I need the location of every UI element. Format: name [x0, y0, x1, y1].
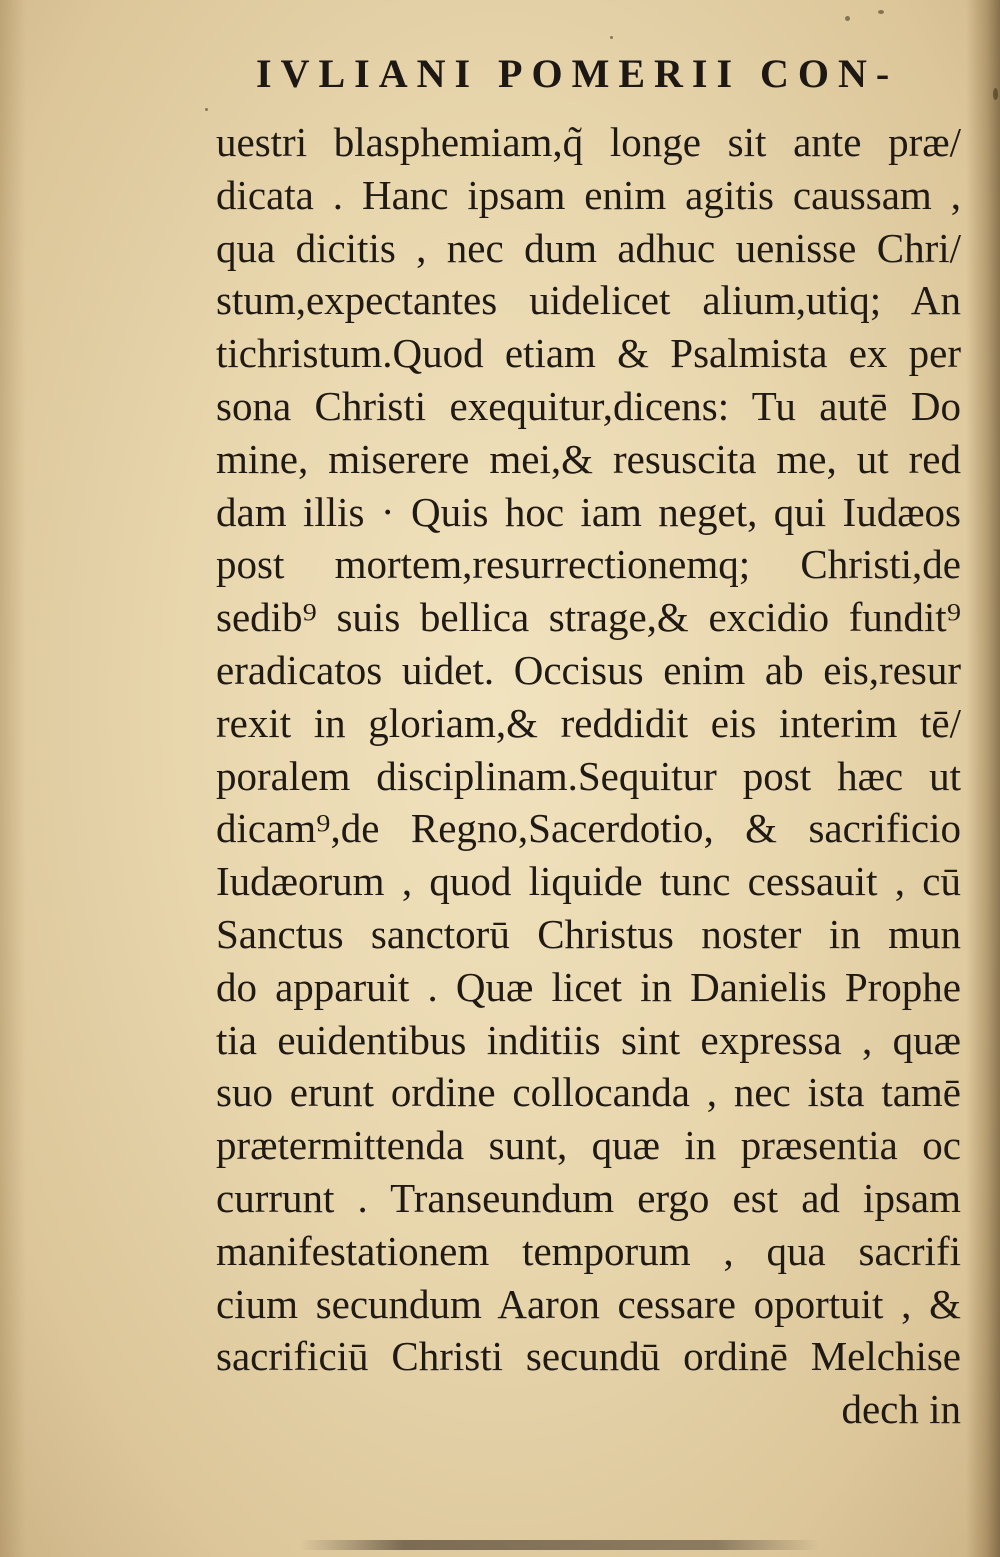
text-line: Sanctus sanctorū Christus noster in mun — [216, 910, 961, 957]
ink-speck — [845, 16, 850, 21]
bottom-edge-band — [300, 1540, 820, 1550]
page-right-shadow — [966, 0, 1000, 1557]
text-line: tichristum.Quod etiam & Psalmista ex per — [216, 330, 961, 377]
page-left-shadow — [0, 0, 26, 1557]
text-line: qua dicitis , nec dum adhuc uenisse Chri/ — [216, 224, 961, 271]
ink-speck — [610, 36, 613, 39]
text-line: do apparuit . Quæ licet in Danielis Prophe — [216, 963, 961, 1010]
text-line: manifestationem temporum , qua sacrifi — [216, 1227, 961, 1274]
text-line: poralem disciplinam.Sequitur post hæc ut — [216, 752, 961, 799]
text-line: suo erunt ordine collocanda , nec ista tamē — [216, 1069, 961, 1116]
text-line: post mortem,resurrectionemq; Christi,de — [216, 541, 961, 588]
text-line: Iudæorum , quod liquide tunc cessauit , cū — [216, 858, 961, 905]
text-line: stum,expectantes uidelicet alium,utiq; An — [216, 277, 961, 324]
ink-speck — [993, 88, 998, 100]
body-text — [216, 116, 961, 1436]
running-head: IVLIANI POMERII CON- — [256, 51, 899, 96]
text-line: sona Christi exequitur,dicens: Tu autē Do — [216, 382, 961, 429]
ink-speck — [205, 108, 208, 111]
text-line: sedib⁹ suis bellica strage,& excidio fundit⁹ — [216, 594, 961, 641]
text-line: dam illis · Quis hoc iam neget, qui Iudæos — [216, 488, 961, 535]
text-line: dicam⁹,de Regno,Sacerdotio, & sacrificio — [216, 805, 961, 852]
text-line: eradicatos uidet. Occisus enim ab eis,resur — [216, 646, 961, 693]
text-line: currunt . Transeundum ergo est ad ipsam — [216, 1174, 961, 1221]
text-line: uestri blasphemiam,q̃ longe sit ante præ/ — [216, 119, 961, 165]
catchword: dech in — [841, 1386, 961, 1433]
text-line: prætermittenda sunt, quæ in præsentia oc — [216, 1122, 961, 1169]
text-line: cium secundum Aaron cessare oportuit , & — [216, 1280, 961, 1327]
text-line: dicata . Hanc ipsam enim agitis caussam , — [216, 171, 961, 218]
ink-speck — [878, 10, 884, 14]
text-line: mine, miserere mei,& resuscita me, ut red — [216, 435, 961, 482]
text-line: tia euidentibus inditiis sint expressa , quæ — [216, 1016, 961, 1063]
text-line: sacrificiū Christi secundū ordinē Melchise — [216, 1333, 961, 1380]
text-line: rexit in gloriam,& reddidit eis interim tē/ — [216, 699, 961, 746]
